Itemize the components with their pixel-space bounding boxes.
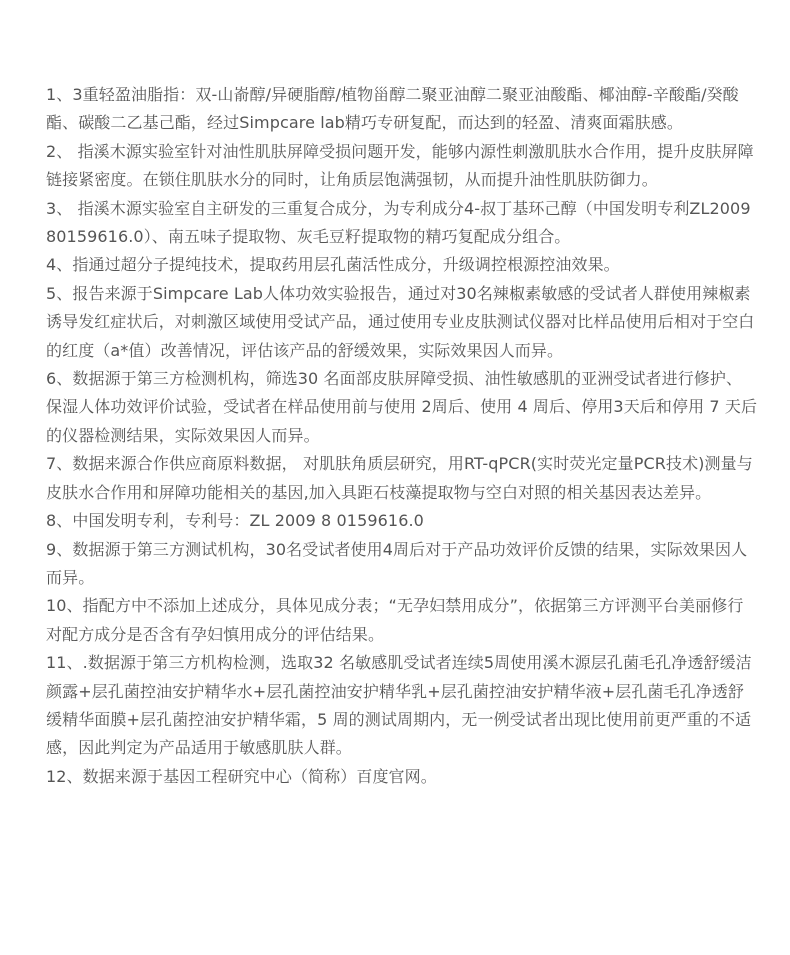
footnote-5: 5、报告来源于Simpcare Lab人体功效实验报告，通过对30名辣椒素敏感的受试者人群使用辣椒素诱导发红症状后，对刺激区域使用受试产品，通过使用专业皮肤测试仪器对比样品使用后相对于空白的红度（a*值）改善情况，评估该产品的舒缓效果，实际效果因人而异。 (46, 283, 755, 360)
footnote-2: 2、 指溪木源实验室针对油性肌肤屏障受损问题开发，能够内源性刺激肌肤水合作用，提升皮肤屏障链接紧密度。在锁住肌肤水分的同时，让角质层饱满强韧，从而提升油性肌肤防御力。 (46, 141, 754, 190)
footnote-3: 3、 指溪木源实验室自主研发的三重复合成分，为专利成分4-叔丁基环己醇（中国发明专利ZL200980159616.0）、南五味子提取物、灰毛豆籽提取物的精巧复配成分组合。 (46, 198, 751, 247)
footnote-10: 10、指配方中不添加上述成分，具体见成分表；“无孕妇禁用成分”，依据第三方评测平台美丽修行对配方成分是否含有孕妇慎用成分的评估结果。 (46, 596, 744, 644)
footnote-8: 8、中国发明专利，专利号：ZL 2009 8 0159616.0 (46, 511, 424, 531)
footnote-11: 11、.数据源于第三方机构检测，选取32 名敏感肌受试者连续5周使用溪木源层孔菌毛孔净透舒缓洁颜露+层孔菌控油安护精华水+层孔菌控油安护精华乳+层孔菌控油安护精华液+层孔菌毛孔净透舒缓精华面膜+层孔菌控油安护精华霜，5 周的测试周期内，无一例受试者出现比使用前更严重的不适感，因此判定为产品适用于敏感肌肤人群。 (46, 653, 752, 758)
footnote-9: 9、数据源于第三方测试机构，30名受试者使用4周后对于产品功效评价反馈的结果，实际效果因人而异。 (46, 539, 748, 587)
footnote-4: 4、指通过超分子提纯技术，提取药用层孔菌活性成分，升级调控根源控油效果。 (46, 255, 620, 275)
footnote-12: 12、数据来源于基因工程研究中心（简称）百度官网。 (46, 766, 437, 786)
footnote-6: 6、数据源于第三方检测机构，筛选30 名面部皮肤屏障受损、油性敏感肌的亚洲受试者进行修护、保湿人体功效评价试验，受试者在样品使用前与使用 2周后、使用 4 周后、停用3天后和停用 7 天后的仪器检测结果，实际效果因人而异。 (46, 369, 758, 445)
footnote-7: 7、数据来源合作供应商原料数据， 对肌肤角质层研究，用RT-qPCR(实时荧光定量PCR技术)测量与皮肤水合作用和屏障功能相关的基因,加入具距石枝藻提取物与空白对照的相关基因表达差异。 (46, 454, 753, 502)
footnote-list (46, 81, 758, 791)
footnote-1: 1、3重轻盈油脂指：双-山嵛醇/异硬脂醇/植物甾醇二聚亚油醇二聚亚油酸酯、椰油醇-辛酸酯/癸酸酯、碳酸二乙基己酯，经过Simpcare lab精巧专研复配，而达到的轻盈、清爽面霜肤感。 (46, 85, 739, 133)
